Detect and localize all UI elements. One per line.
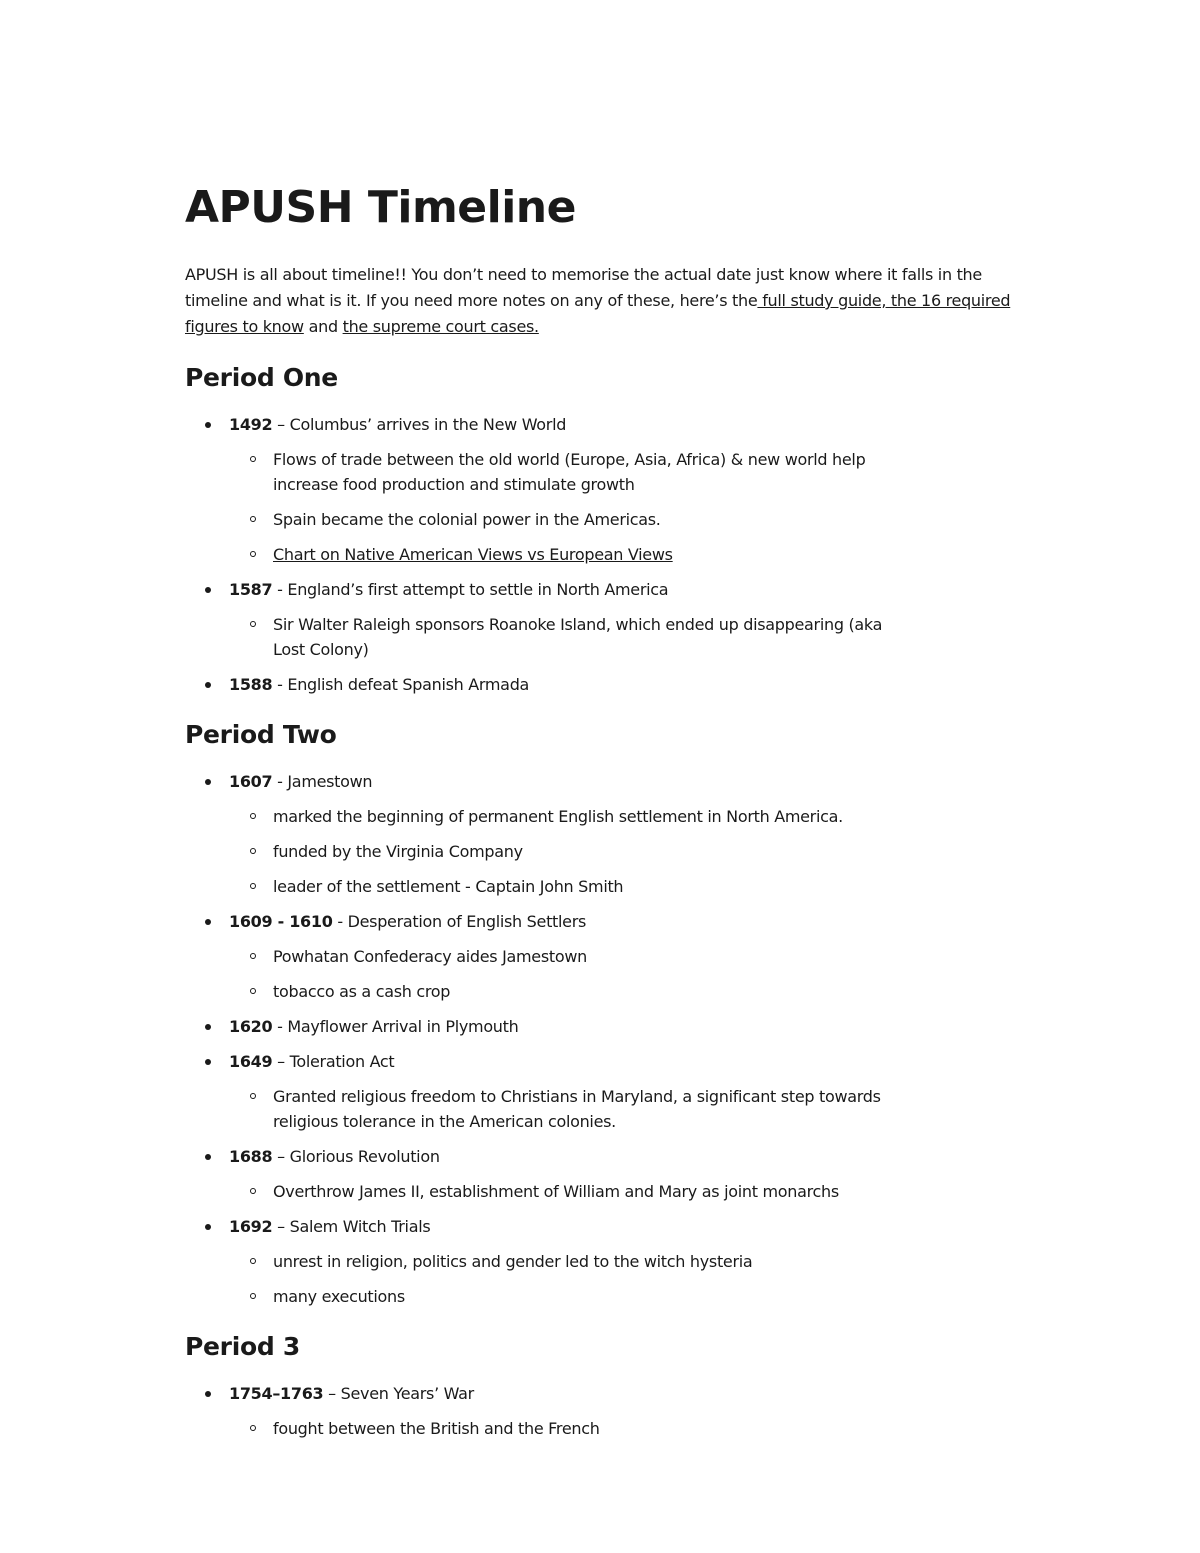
event-text: - England’s first attempt to settle in North America: [272, 580, 669, 599]
sub-item: [229, 979, 913, 1004]
sub-item: [229, 804, 913, 829]
sub-list: [229, 944, 1015, 1004]
section-heading: Period One: [185, 363, 338, 392]
event-item: [185, 1144, 1015, 1204]
event-date: 1588: [229, 675, 273, 694]
intro-text-2: and: [303, 317, 343, 336]
sub-list: [229, 804, 1015, 899]
sub-item: [229, 447, 913, 497]
sub-list: [229, 1084, 1015, 1134]
timeline-sections: [185, 362, 1015, 1441]
sub-item-text: many executions: [273, 1287, 405, 1306]
event-item: [185, 577, 1015, 662]
event-item: [185, 769, 1015, 899]
event-text: - Mayflower Arrival in Plymouth: [272, 1017, 519, 1036]
event-date: 1492: [229, 415, 273, 434]
event-item: [185, 1214, 1015, 1309]
event-item: [185, 412, 1015, 567]
sub-item-text: Powhatan Confederacy aides Jamestown: [273, 947, 587, 966]
sub-item-text: funded by the Virginia Company: [273, 842, 523, 861]
sub-item-text: Overthrow James II, establishment of William and Mary as joint monarchs: [273, 1182, 839, 1201]
event-date: 1620: [229, 1017, 273, 1036]
sub-list: [229, 447, 1015, 567]
sub-item-text: tobacco as a cash crop: [273, 982, 451, 1001]
event-text: - Desperation of English Settlers: [332, 912, 587, 931]
sub-item: [229, 542, 913, 567]
study-guide-link[interactable]: full study guide, the 16 required figures to know: [185, 291, 1011, 336]
sub-list: [229, 1249, 1015, 1309]
sub-item: [229, 874, 913, 899]
event-text: – Columbus’ arrives in the New World: [272, 415, 567, 434]
document-title: APUSH Timeline: [185, 182, 576, 233]
chart-link[interactable]: Chart on Native American Views vs European Views: [273, 545, 673, 564]
sub-item: [229, 839, 913, 864]
event-date: 1609 - 1610: [229, 912, 333, 931]
sub-list: [229, 612, 1015, 662]
event-date: 1754–1763: [229, 1384, 324, 1403]
sub-item-text: Granted religious freedom to Christians in Maryland, a significant step towards religious tolerance in the American colonies.: [273, 1087, 881, 1131]
supreme-court-cases-link[interactable]: the supreme court cases.: [342, 317, 539, 336]
document-page: [185, 180, 1015, 1451]
event-text: – Glorious Revolution: [272, 1147, 440, 1166]
sub-item-text: Spain became the colonial power in the Americas.: [273, 510, 661, 529]
event-item: [185, 909, 1015, 1004]
sub-list: [229, 1416, 1015, 1441]
event-date: 1607: [229, 772, 273, 791]
sub-item-text: Sir Walter Raleigh sponsors Roanoke Island, which ended up disappearing (aka Lost Colony): [273, 615, 883, 659]
sub-item-text: leader of the settlement - Captain John Smith: [273, 877, 624, 896]
event-date: 1649: [229, 1052, 273, 1071]
event-list: [185, 769, 1015, 1309]
sub-item: [229, 507, 913, 532]
event-date: 1587: [229, 580, 273, 599]
event-text: - Jamestown: [272, 772, 373, 791]
event-list: [185, 412, 1015, 697]
sub-item: [229, 944, 913, 969]
event-item: [185, 1014, 1015, 1039]
sub-item: [229, 1249, 913, 1274]
event-text: – Salem Witch Trials: [272, 1217, 431, 1236]
sub-item: [229, 1179, 913, 1204]
event-item: [185, 1381, 1015, 1441]
event-text: – Toleration Act: [272, 1052, 395, 1071]
event-item: [185, 672, 1015, 697]
sub-item: [229, 1284, 913, 1309]
sub-item-text: unrest in religion, politics and gender led to the witch hysteria: [273, 1252, 753, 1271]
event-text: - English defeat Spanish Armada: [272, 675, 530, 694]
event-item: [185, 1049, 1015, 1134]
event-date: 1688: [229, 1147, 273, 1166]
section-heading: Period Two: [185, 720, 337, 749]
sub-item-text: fought between the British and the French: [273, 1419, 600, 1438]
event-text: – Seven Years’ War: [323, 1384, 474, 1403]
sub-item-text: Flows of trade between the old world (Europe, Asia, Africa) & new world help increase food production and stimulate growth: [273, 450, 866, 494]
sub-item-text: marked the beginning of permanent English settlement in North America.: [273, 807, 843, 826]
sub-item: [229, 1416, 913, 1441]
event-list: [185, 1381, 1015, 1441]
sub-list: [229, 1179, 1015, 1204]
event-date: 1692: [229, 1217, 273, 1236]
sub-item: [229, 612, 913, 662]
section-heading: Period 3: [185, 1332, 300, 1361]
sub-item: [229, 1084, 913, 1134]
intro-paragraph: [185, 262, 1015, 340]
intro-text-1: APUSH is all about timeline!! You don’t need to memorise the actual date just know where it falls in the timeline and what is it. If you need more notes on any of these, here’s the: [185, 265, 982, 310]
